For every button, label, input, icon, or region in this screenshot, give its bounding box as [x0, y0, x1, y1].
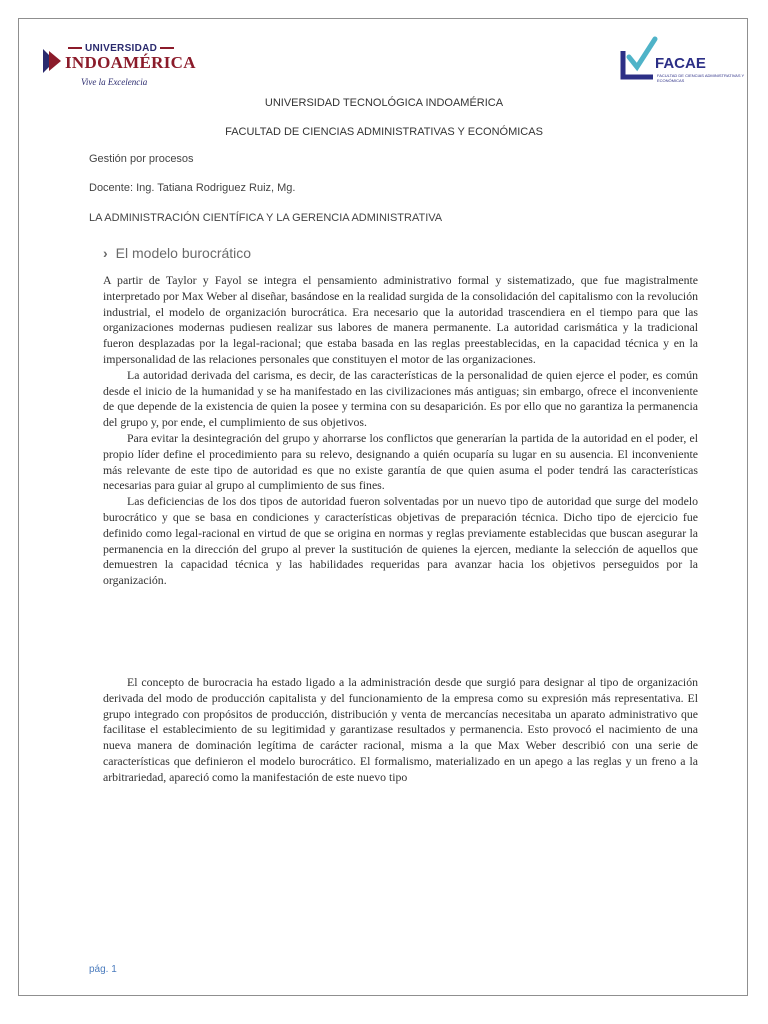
course-name: Gestión por procesos: [89, 153, 194, 165]
facae-logo: [619, 33, 745, 91]
university-heading: UNIVERSIDAD TECNOLÓGICA INDOAMÉRICA: [264, 97, 504, 109]
section-heading: [103, 245, 251, 261]
logo-university-label: UNIVERSIDAD: [65, 43, 177, 54]
teacher-name: Docente: Ing. Tatiana Rodriguez Ruiz, Mg.: [89, 182, 296, 194]
paragraph: El concepto de burocracia ha estado ligado a la administración desde que surgió para designar al tipo de organización derivada del modo de producción capitalista y del funcionamiento de la empresa como su expresión más representativa. El grupo integrado con propósitos de producción, distribución y venta de mercancías necesitaba un aparato administrativo que facilitase el establecimiento de su legitimidad y garantizase resultados y permanencia. Esto provocó el nacimiento de una nueva manera de dominación legítima de carácter racional, misma a la que Max Weber describió con una serie de características que definieron el modelo burocrático. El formalismo, materializado en un apego a las reglas y un freno a la arbitrariedad, apareció como la manifestación de este nuevo tipo: [103, 675, 698, 784]
indoamerica-logo: [41, 41, 196, 103]
document-page: [18, 18, 748, 996]
page-number: pág. 1: [89, 964, 117, 975]
section-body: [103, 273, 698, 589]
paragraph: La autoridad derivada del carisma, es decir, de las características de la personalidad de quien ejerce el poder, es común desde el inicio de la humanidad y se ha manifestado en las civilizaciones más antiguas; sin embargo, ofrece el inconveniente de que depende de la existencia de quien la posee y termina con su desaparición. Es por ello que no garantiza la permanencia del grupo y, por ende, el cumplimiento de sus objetivos.: [103, 367, 698, 430]
section-title: El modelo burocrático: [115, 245, 252, 261]
paragraph: Las deficiencias de los dos tipos de autoridad fueron solventadas por un nuevo tipo de autoridad que surge del modelo burocrático y que se basa en condiciones y características objetivas de preparación técnica. Dicho tipo de ejercicio fue definido como legal-racional en virtud de que se origina en normas y reglas previamente establecidas que buscan asegurar la permanencia en la dirección del grupo al prever la sustitución de quienes la ejercen, mediante la selección de aquellos que demuestren la capacidad técnica y las habilidades requeridas para avanzar hacia los objetivos perseguidos por la organización.: [103, 494, 698, 588]
paragraph: Para evitar la desintegración del grupo y ahorrarse los conflictos que generarían la partida de la autoridad en el poder, el propio líder define el procedimiento para su relevo, designando a quién ocuparía su lugar en su ausencia. El inconveniente más relevante de este tipo de autoridad es que no existe garantía de que quien asuma el poder tendrá las características necesarias para guiar al grupo al cumplimiento de sus fines.: [103, 430, 698, 493]
facae-subtitle: FACULTAD DE CIENCIAS ADMINISTRATIVAS Y ECONÓMICAS: [657, 73, 745, 83]
topic-title: LA ADMINISTRACIÓN CIENTÍFICA Y LA GERENCIA ADMINISTRATIVA: [89, 212, 443, 224]
paragraph: A partir de Taylor y Fayol se integra el pensamiento administrativo formal y sistematizado, que fue magistralmente interpretado por Max Weber al diseñar, basándose en la realidad surgida de la consolidación del capitalismo con la revolución industrial, el modelo de organización burocrática. Era necesario que la autoridad trascendiera en el tiempo para que las organizaciones modernas pudiesen realizar sus labores de manera permanente. La autoridad carismática y la tradicional fueron desplazadas por la legal-racional; que estaba basada en las reglas preestablecidas, en la capacidad técnica y en la impersonalidad de las relaciones personales que constituyen el motor de las organizaciones.: [103, 273, 698, 366]
second-excerpt: [103, 675, 698, 786]
logo-indoamerica-label: INDOAMÉRICA: [65, 53, 196, 72]
faculty-heading: FACULTAD DE CIENCIAS ADMINISTRATIVAS Y ECONÓMICAS: [225, 126, 543, 138]
facae-name: FACAE: [655, 55, 706, 72]
chevron-right-icon: ›: [103, 245, 108, 261]
university-crest-icon: [41, 47, 63, 75]
logo-motto: Vive la Excelencia: [81, 77, 148, 87]
